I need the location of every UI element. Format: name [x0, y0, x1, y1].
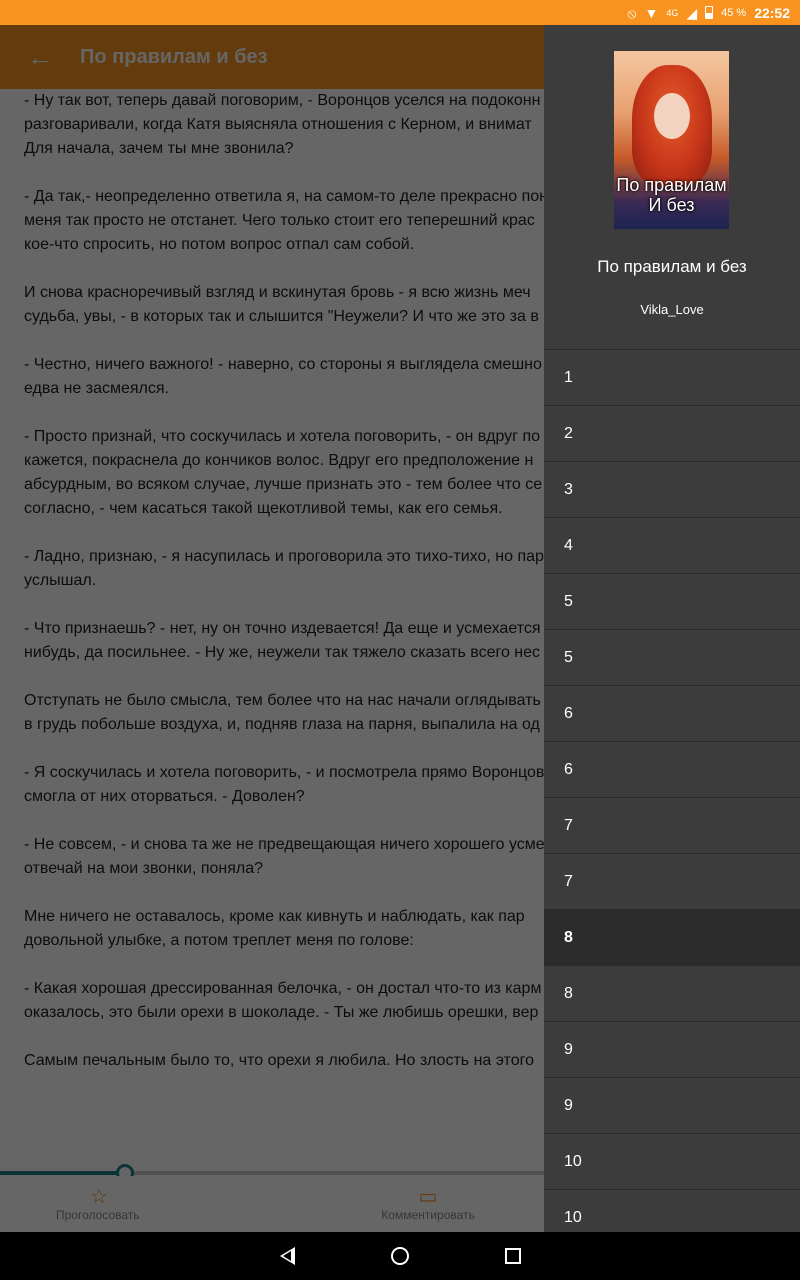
signal-icon: ◢ — [686, 4, 698, 21]
chapter-list — [544, 350, 800, 1232]
battery-percent: 45 % — [721, 6, 747, 19]
chapter-item[interactable]: 10 — [544, 1190, 800, 1232]
cover-title — [614, 175, 729, 215]
drawer-header — [544, 25, 800, 350]
chapter-item[interactable]: 4 — [544, 518, 800, 574]
cover-portrait-face — [654, 93, 690, 139]
status-bar — [0, 0, 800, 25]
chapter-item[interactable]: 9 — [544, 1022, 800, 1078]
cover-title-line1: По правилам — [616, 175, 727, 195]
book-cover — [614, 51, 729, 229]
chapter-item[interactable]: 7 — [544, 854, 800, 910]
nav-back-icon[interactable] — [280, 1247, 295, 1265]
book-author[interactable]: Vikla_Love — [640, 302, 704, 317]
clock: 22:52 — [754, 4, 790, 21]
chapter-item[interactable]: 8 — [544, 966, 800, 1022]
chapter-item[interactable]: 6 — [544, 742, 800, 798]
chapter-item[interactable]: 9 — [544, 1078, 800, 1134]
chapter-item[interactable]: 3 — [544, 462, 800, 518]
book-title: По правилам и без — [597, 257, 747, 276]
chapter-item[interactable]: 10 — [544, 1134, 800, 1190]
nav-home-icon[interactable] — [391, 1247, 409, 1265]
chapter-item[interactable]: 5 — [544, 574, 800, 630]
chapter-item[interactable]: 6 — [544, 686, 800, 742]
chapter-item[interactable]: 2 — [544, 406, 800, 462]
chapter-item[interactable]: 8 — [544, 910, 800, 966]
cover-title-line2: И без — [648, 195, 695, 215]
chapter-item[interactable]: 5 — [544, 630, 800, 686]
network-type: 4G — [666, 7, 679, 18]
nav-recents-icon[interactable] — [505, 1248, 521, 1264]
chapter-item[interactable]: 1 — [544, 350, 800, 406]
do-not-disturb-icon: ⦸ — [627, 4, 637, 21]
system-nav-bar — [0, 1232, 800, 1280]
chapters-drawer — [544, 25, 800, 1232]
battery-icon — [705, 6, 713, 19]
wifi-icon: ▼ — [644, 4, 659, 21]
chapter-item[interactable]: 7 — [544, 798, 800, 854]
